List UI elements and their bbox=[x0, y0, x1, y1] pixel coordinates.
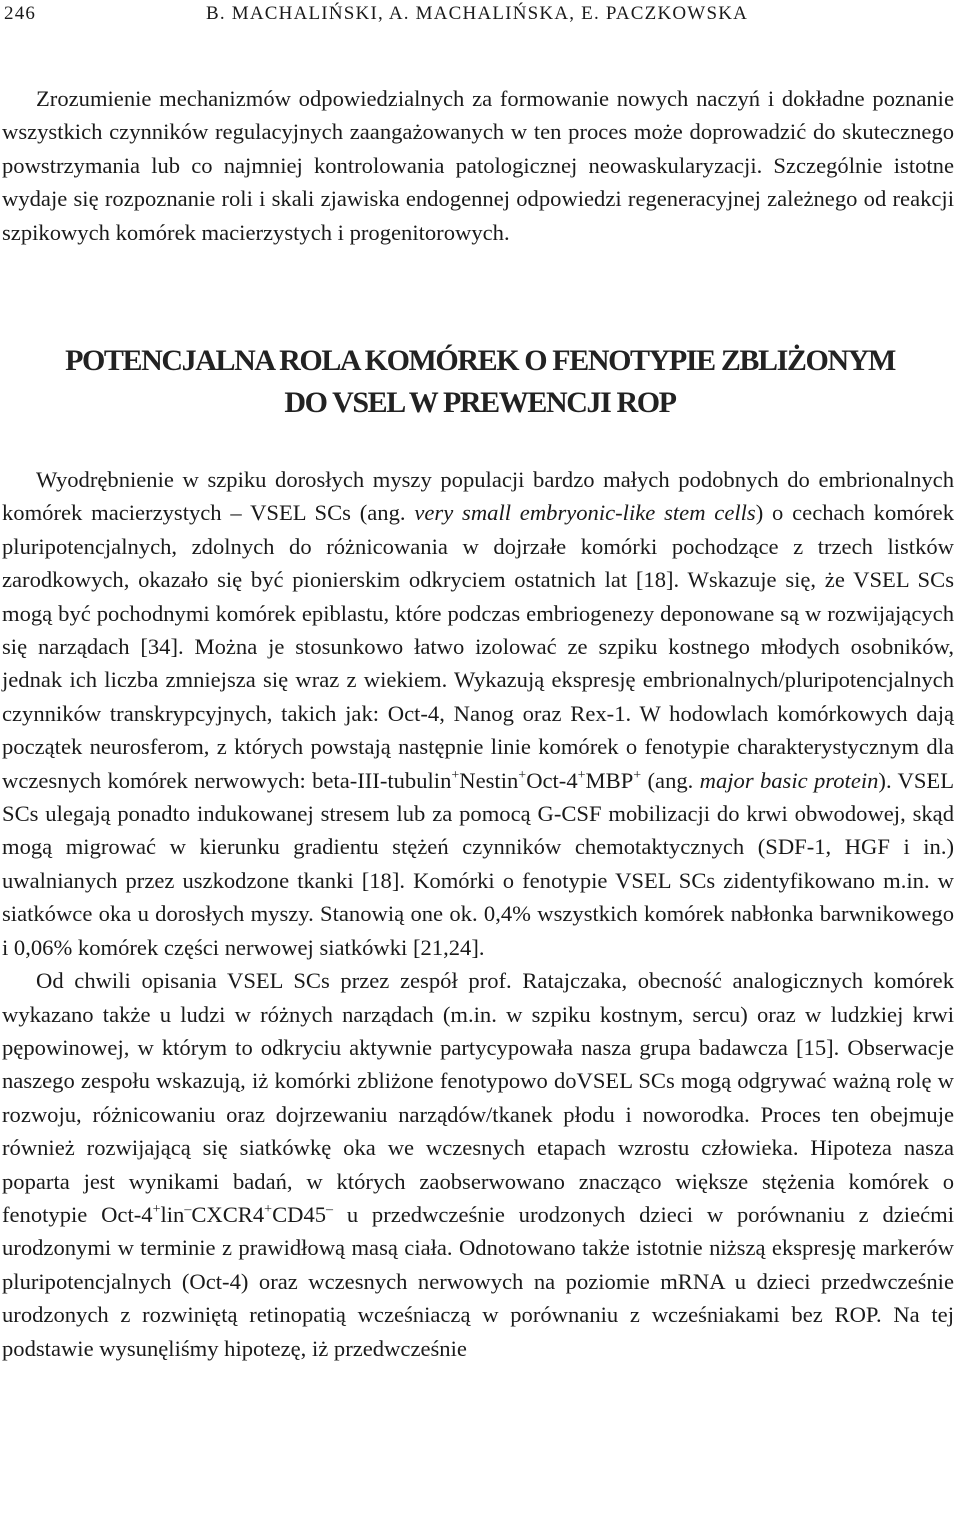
italic-term: very small embryonic-like stem cells bbox=[414, 500, 756, 526]
body-paragraph-human bbox=[2, 964, 954, 1365]
text-span: Wyodrębnienie w szpiku dorosłych myszy populacji bardzo małych podobnych do embrionalnych komórek macierzystych – VSEL SCs (ang. bbox=[2, 467, 954, 526]
text-span: (ang. bbox=[641, 767, 700, 793]
superscript: + bbox=[451, 767, 460, 783]
text-span: ). VSEL SCs ulegają ponadto indukowanej stresem lub za pomocą G-CSF mobilizacji do krwi obwodowej, skąd mogą migrować w kierunku gradientu stężeń czynników chemotaktycznych (SDF-1, HGF i in.) uwalnianych przez uszkodzone tkanki [18]. Komórki o fenotypie VSEL SCs zidentyfikowano m.in. w siatkówce oka u dorosłych myszy. Stanowią one ok. 0,4% wszystkich komórek nabłonka barwnikowego i 0,06% komórek części nerwowej siatkówki [21,24]. bbox=[2, 767, 955, 960]
text-span: CD45 bbox=[272, 1201, 327, 1227]
intro-paragraph: Zrozumienie mechanizmów odpowiedzialnych za formowanie nowych naczyń i dokładne poznanie wszystkich czynników regulacyjnych zaangażowanych w ten proces może doprowadzić do skutecznego powstrzymania lub co najmniej kontrolowania patologicznej neowaskularyzacji. Szczególnie istotne wydaje się rozpoznanie roli i skali zjawiska endogennej odpowiedzi regeneracyjnej zależnego od reakcji szpikowych komórek macierzystych i progenitorowych. bbox=[2, 86, 954, 245]
superscript: – bbox=[184, 1201, 192, 1217]
section-heading-line-2: DO VSEL W PREWENCJI ROP bbox=[284, 386, 676, 419]
page-number: 246 bbox=[4, 3, 37, 24]
superscript: + bbox=[264, 1201, 273, 1217]
text-span: lin bbox=[160, 1201, 185, 1227]
text-span: MBP bbox=[585, 767, 634, 793]
superscript: + bbox=[152, 1201, 161, 1217]
text-span: Od chwili opisania VSEL SCs przez zespół prof. Ratajczaka, obecność analogicznych komórek wykazano także u ludzi w różnych narządach (m.in. w szpiku kostnym, sercu) oraz w ludzkiej krwi pępowinowej, w którym to odkryciu aktywnie partycypowała nasza grupa badawcza [15]. Obserwacje naszego zespołu wskazują, iż komórki zbliżone fenotypowo doVSEL SCs mogą odgrywać ważną rolę w rozwoju, różnicowaniu oraz dojrzewaniu narządów/tkanek płodu i noworodka. Proces ten obejmuje również rozwijającą się siatkówkę oka we wczesnych etapach wzrostu człowieka. Hipoteza nasza poparta jest wynikami badań, w których zaobserwowano znacząco większe stężenia komórek o fenotypie Oct-4 bbox=[2, 968, 954, 1227]
text-span: Nestin bbox=[459, 767, 519, 793]
text-span: CXCR4 bbox=[191, 1201, 265, 1227]
body-paragraph-vsel bbox=[2, 463, 954, 964]
intro-section bbox=[2, 82, 954, 249]
running-head bbox=[4, 3, 954, 31]
italic-term: major basic protein bbox=[699, 767, 879, 793]
text-span: Oct-4 bbox=[526, 767, 578, 793]
section-heading bbox=[0, 340, 960, 424]
section-heading-line-1: POTENCJALNA ROLA KOMÓREK O FENOTYPIE ZBLIŻONYM bbox=[65, 344, 895, 377]
text-span: u przedwcześnie urodzonych dzieci w porównaniu z dziećmi urodzonymi w terminie z prawidłową masą ciała. Odnotowano także istotnie niższą ekspresję markerów pluripotencjalnych (Oct-4) oraz wczesnych nerwowych na poziomie mRNA u dzieci przedwcześnie urodzonych z rozwiniętą retinopatią wcześniaczą w porównaniu z wcześniakami bez ROP. Na tej podstawie wysunęliśmy hipotezę, iż przedwcześnie bbox=[2, 1201, 954, 1361]
section-body bbox=[2, 463, 954, 1365]
superscript: + bbox=[518, 767, 527, 783]
running-head-authors: B. MACHALIŃSKI, A. MACHALIŃSKA, E. PACZKOWSKA bbox=[206, 3, 749, 24]
superscript: + bbox=[633, 767, 642, 783]
superscript: – bbox=[326, 1201, 334, 1217]
superscript: + bbox=[577, 767, 586, 783]
text-span: ) o cechach komórek pluripotencjalnych, zdolnych do różnicowania w dojrzałe komórki pochodzące z trzech listków zarodkowych, okazało się być pionierskim odkryciem ostatnich lat [18]. Wskazuje się, że VSEL SCs mogą być pochodnymi komórek epiblastu, które podczas embriogenezy deponowane są w rozwijających się narządach [34]. Można je stosunkowo łatwo izolować ze szpiku kostnego młodych osobników, jednak ich liczba zmniejsza się wraz z wiekiem. Wykazują ekspresję embrionalnych/pluripotencjalnych czynników transkrypcyjnych, takich jak: Oct-4, Nanog oraz Rex-1. W hodowlach komórkowych dają początek neurosferom, z których powstają następnie linie komórek o fenotypie charakterystycznym dla wczesnych komórek nerwowych: beta-III-tubulin bbox=[2, 500, 954, 793]
